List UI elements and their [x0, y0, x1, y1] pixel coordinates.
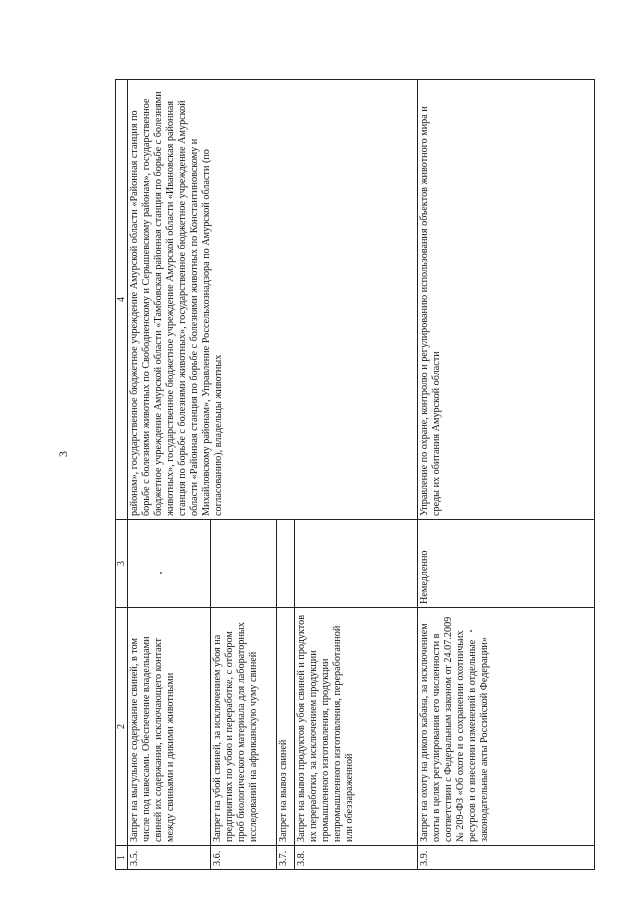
header-col-4: 4 — [116, 80, 128, 520]
row-number: 3.7. — [277, 846, 295, 870]
measure-cell: Запрет на вывоз продуктов убоя свиней и продуктов их переработки, за исключением продукции промышленного изготовления, продукции непромышленного изготовления, переработанной или обеззараженной — [294, 608, 418, 846]
row-number: 3.8. — [294, 846, 418, 870]
measures-table-area — [115, 80, 595, 870]
header-col-2: 2 — [116, 608, 128, 846]
table-row — [418, 80, 595, 870]
table-row — [128, 80, 211, 870]
table-header-row — [116, 80, 128, 870]
header-col-3: 3 — [116, 520, 128, 608]
header-col-1: 1 — [116, 846, 128, 870]
measure-cell: Запрет на вывоз свиней — [277, 608, 295, 846]
measure-cell: Запрет на охоту на дикого кабана, за исключением охоты в целях регулирования его численности в соответствии с Федеральным законом от 24.07.2009 № 209-ФЗ «Об охоте и о сохранении охотничьих ресурсов и о внесении изменений в отдельные законодательные акты Российской Федерации» — [418, 608, 595, 846]
measure-cell: Запрет на выгульное содержание свиней, в том числе под навесами. Обеспечение владельцами свиней их содержания, исключающего контакт между свиньями и дикими животными — [128, 608, 211, 846]
responsible-cell: Управление по охране, контролю и регулированию использования объектов животного мира и среды их обитания Амурской области — [418, 80, 595, 520]
page-number: 3 — [56, 451, 70, 457]
row-number: 3.5. — [128, 846, 211, 870]
term-cell — [210, 520, 276, 608]
measure-cell: Запрет на убой свиней, за исключением убоя на предприятиях по убою и переработке, с отбором проб биологического материала для лабораторных исследований на африканскую чуму свиней — [210, 608, 276, 846]
responsible-cell: районам», государственное бюджетное учреждение Амурской области «Районная станция по борьбе с болезнями животных по Свободненскому и Серышевскому районам», государственное бюджетное учреждение Амурской области «Тамбовская районная станция по борьбе с болезнями животных», государственное бюджетное учреждение Амурской области «Ивановская районная станция по борьбе с болезнями животных», государственное бюджетное учреждение Амурской области «Районная станция по борьбе с болезнями животных по Константиновскому и Михайловскому районам», Управление Россельхознадзора по Амурской области (по согласованию), владельцы животных — [128, 80, 418, 520]
term-cell — [277, 520, 295, 608]
term-cell — [294, 520, 418, 608]
measures-table — [115, 79, 595, 870]
term-cell — [128, 520, 211, 608]
row-number: 3.6. — [210, 846, 276, 870]
row-number: 3.9. — [418, 846, 595, 870]
term-cell: Немедленно — [418, 520, 595, 608]
